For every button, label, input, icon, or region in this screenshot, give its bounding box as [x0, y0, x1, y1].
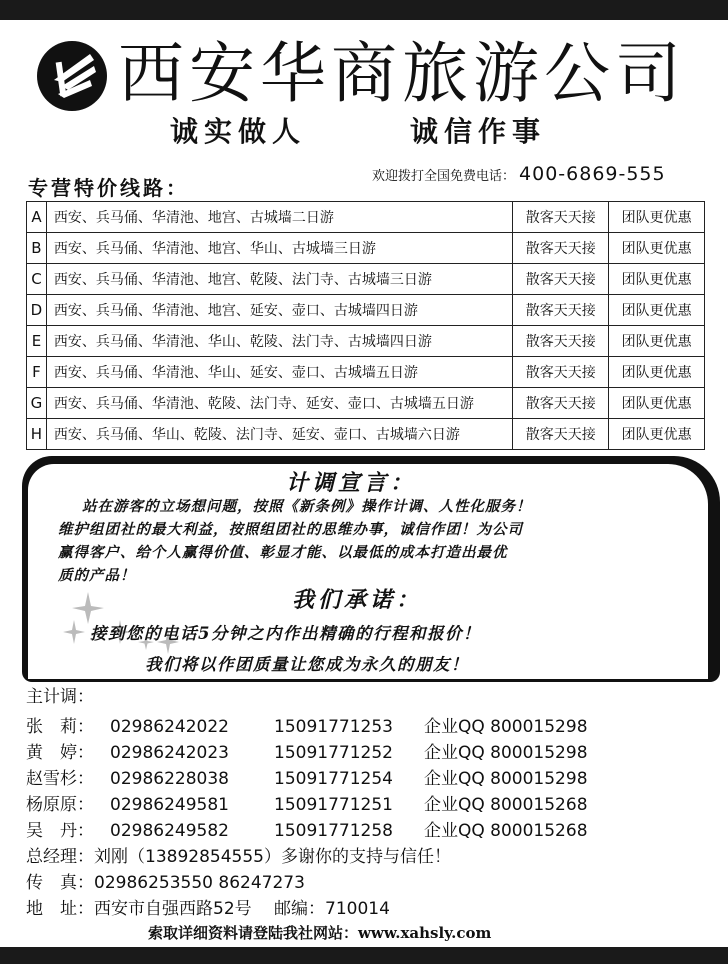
top-border-bar	[0, 0, 728, 20]
bottom-border-bar	[0, 947, 728, 964]
fax-line: 传 真：02986253550 86247273	[26, 873, 305, 893]
route-description: 西安、兵马俑、华清池、华山、延安、壶口、古城墙五日游	[46, 357, 513, 388]
route-row	[27, 419, 705, 450]
website-note[interactable]: 索取详细资料请登陆我社网站：www.xahsly.com	[148, 924, 492, 942]
route-group-note: 团队更优惠	[609, 233, 705, 264]
promise-line-1: 接到您的电话5分钟之内作出精确的行程和报价！	[90, 624, 481, 643]
route-code: G	[27, 388, 47, 419]
contact-name: 吴 丹：	[26, 821, 94, 841]
route-code: H	[27, 419, 47, 450]
route-row	[27, 264, 705, 295]
route-code: F	[27, 357, 47, 388]
route-individual-note: 散客天天接	[513, 419, 609, 450]
address-line: 地 址：西安市自强西路52号 邮编：710014	[26, 899, 390, 919]
route-row	[27, 233, 705, 264]
route-individual-note: 散客天天接	[513, 264, 609, 295]
route-individual-note: 散客天天接	[513, 388, 609, 419]
contact-qq[interactable]: 企业QQ 800015268	[424, 821, 588, 841]
route-individual-note: 散客天天接	[513, 202, 609, 233]
contact-mobile[interactable]: 15091771252	[274, 743, 393, 763]
hotline	[372, 163, 666, 185]
contacts-heading: 主计调：	[26, 687, 94, 707]
route-group-note: 团队更优惠	[609, 295, 705, 326]
route-description: 西安、兵马俑、华清池、地宫、古城墙二日游	[46, 202, 513, 233]
slogan-honesty: 诚实做人	[170, 115, 307, 148]
company-logo-icon	[36, 40, 108, 112]
declaration-line: 维护组团社的最大利益，按照组团社的思维办事，诚信作团！为公司	[58, 521, 523, 538]
route-row	[27, 357, 705, 388]
routes-table	[26, 201, 705, 450]
contact-qq[interactable]: 企业QQ 800015268	[424, 795, 588, 815]
route-group-note: 团队更优惠	[609, 419, 705, 450]
route-code: B	[27, 233, 47, 264]
routes-section-title: 专营特价线路：	[28, 176, 189, 200]
promise-title: 我们承诺：	[292, 587, 423, 613]
declaration-line: 质的产品！	[58, 567, 136, 584]
contact-tel[interactable]: 02986242022	[110, 717, 229, 737]
contact-name: 杨原原：	[26, 795, 94, 815]
contact-tel[interactable]: 02986242023	[110, 743, 229, 763]
contact-mobile[interactable]: 15091771258	[274, 821, 393, 841]
route-description: 西安、兵马俑、华清池、地宫、华山、古城墙三日游	[46, 233, 513, 264]
declaration-line: 站在游客的立场想问题，按照《新条例》操作计调、人性化服务！	[82, 498, 532, 515]
route-group-note: 团队更优惠	[609, 202, 705, 233]
contact-name: 张 莉：	[26, 717, 94, 737]
declaration-text	[58, 495, 698, 587]
slogan-integrity: 诚信作事	[410, 115, 547, 148]
contact-qq[interactable]: 企业QQ 800015298	[424, 769, 588, 789]
route-description: 西安、兵马俑、华清池、华山、乾陵、法门寺、古城墙四日游	[46, 326, 513, 357]
route-individual-note: 散客天天接	[513, 233, 609, 264]
route-description: 西安、兵马俑、华清池、地宫、延安、壶口、古城墙四日游	[46, 295, 513, 326]
route-code: D	[27, 295, 47, 326]
hotline-number[interactable]: 400-6869-555	[519, 163, 666, 185]
contact-tel[interactable]: 02986249581	[110, 795, 229, 815]
route-code: A	[27, 202, 47, 233]
route-row	[27, 388, 705, 419]
contact-tel[interactable]: 02986249582	[110, 821, 229, 841]
route-group-note: 团队更优惠	[609, 326, 705, 357]
route-group-note: 团队更优惠	[609, 388, 705, 419]
company-name: 西安华商旅游公司	[118, 35, 686, 112]
contact-mobile[interactable]: 15091771254	[274, 769, 393, 789]
route-description: 西安、兵马俑、华山、乾陵、法门寺、延安、壶口、古城墙六日游	[46, 419, 513, 450]
contact-mobile[interactable]: 15091771253	[274, 717, 393, 737]
contact-qq[interactable]: 企业QQ 800015298	[424, 717, 588, 737]
route-row	[27, 326, 705, 357]
hotline-label: 欢迎拨打全国免费电话：	[372, 169, 516, 184]
promise-line-2: 我们将以作团质量让您成为永久的朋友！	[145, 655, 469, 674]
declaration-title: 计调宣言：	[286, 470, 417, 496]
route-individual-note: 散客天天接	[513, 357, 609, 388]
route-individual-note: 散客天天接	[513, 326, 609, 357]
contact-name: 赵雪杉：	[26, 769, 94, 789]
contact-mobile[interactable]: 15091771251	[274, 795, 393, 815]
route-code: C	[27, 264, 47, 295]
route-individual-note: 散客天天接	[513, 295, 609, 326]
route-group-note: 团队更优惠	[609, 357, 705, 388]
contact-qq[interactable]: 企业QQ 800015298	[424, 743, 588, 763]
contact-name: 黄 婷：	[26, 743, 94, 763]
manager-line: 总经理：刘刚（13892854555）多谢你的支持与信任！	[26, 847, 451, 867]
declaration-line: 赢得客户、给个人赢得价值、彰显才能、以最低的成本打造出最优	[58, 544, 508, 561]
contact-tel[interactable]: 02986228038	[110, 769, 229, 789]
route-description: 西安、兵马俑、华清池、地宫、乾陵、法门寺、古城墙三日游	[46, 264, 513, 295]
route-code: E	[27, 326, 47, 357]
route-row	[27, 295, 705, 326]
route-description: 西安、兵马俑、华清池、乾陵、法门寺、延安、壶口、古城墙五日游	[46, 388, 513, 419]
route-row	[27, 202, 705, 233]
route-group-note: 团队更优惠	[609, 264, 705, 295]
